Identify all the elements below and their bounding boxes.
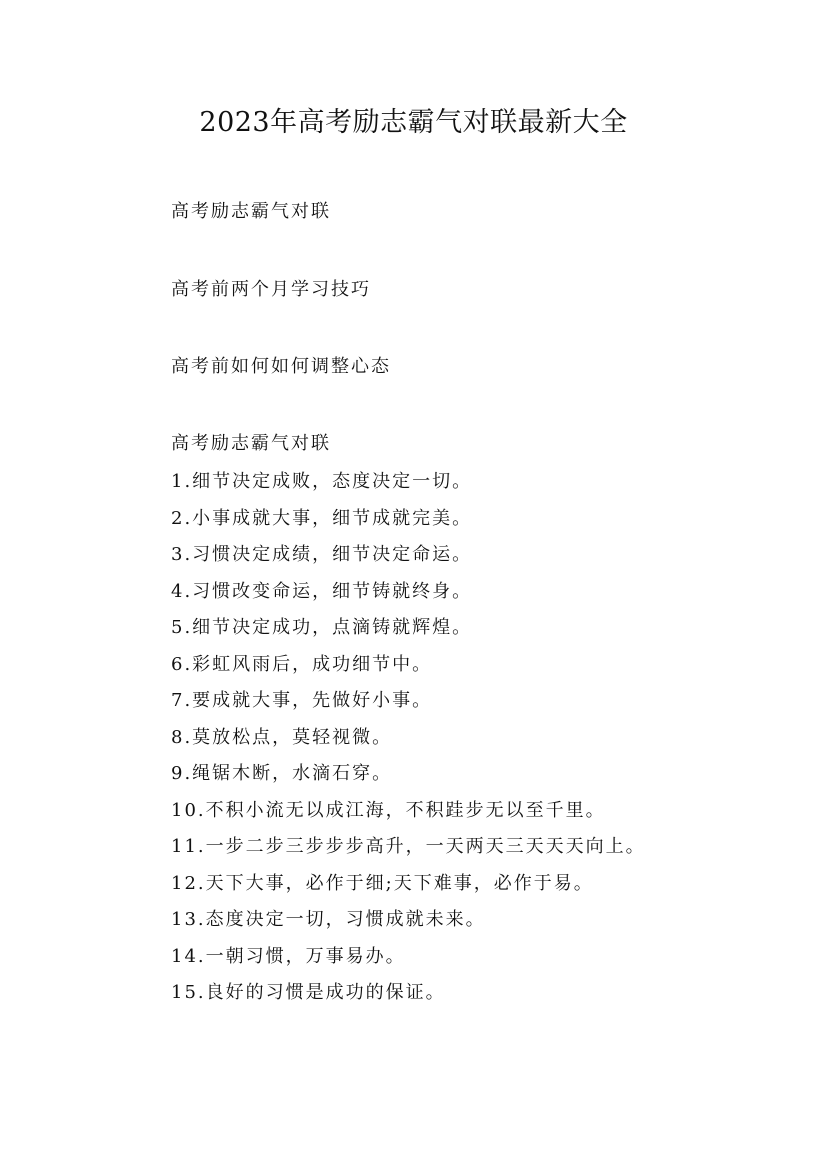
list-item: 6.彩虹风雨后，成功细节中。 <box>171 653 433 675</box>
section-heading-couplets: 高考励志霸气对联 <box>171 201 331 222</box>
list-item: 9.绳锯木断，水滴石穿。 <box>171 763 393 784</box>
list-item: 14.一朝习惯，万事易办。 <box>171 945 406 967</box>
list-item: 1.细节决定成败，态度决定一切。 <box>171 471 473 492</box>
list-item: 12.天下大事，必作于细;天下难事，必作于易。 <box>171 872 594 894</box>
list-item: 2.小事成就大事，细节成就完美。 <box>171 507 473 529</box>
list-item: 15.良好的习惯是成功的保证。 <box>171 982 446 1003</box>
list-item: 4.习惯改变命运，细节铸就终身。 <box>171 580 473 602</box>
list-item: 10.不积小流无以成江海，不积跬步无以至千里。 <box>171 799 606 821</box>
list-item: 7.要成就大事，先做好小事。 <box>171 690 433 711</box>
section-heading-couplets-list: 高考励志霸气对联 <box>171 433 331 454</box>
section-heading-mindset: 高考前如何如何调整心态 <box>171 356 391 377</box>
couplet-list <box>171 469 646 1017</box>
list-item: 11.一步二步三步步步高升，一天两天三天天天向上。 <box>171 836 646 857</box>
list-item: 13.态度决定一切，习惯成就未来。 <box>171 909 486 930</box>
list-item: 5.细节决定成功，点滴铸就辉煌。 <box>171 617 473 638</box>
list-item: 8.莫放松点，莫轻视微。 <box>171 726 393 748</box>
list-item: 3.习惯决定成绩，细节决定命运。 <box>171 544 473 565</box>
section-heading-study-tips: 高考前两个月学习技巧 <box>171 279 371 300</box>
document-title: 2023年高考励志霸气对联最新大全 <box>199 107 628 138</box>
